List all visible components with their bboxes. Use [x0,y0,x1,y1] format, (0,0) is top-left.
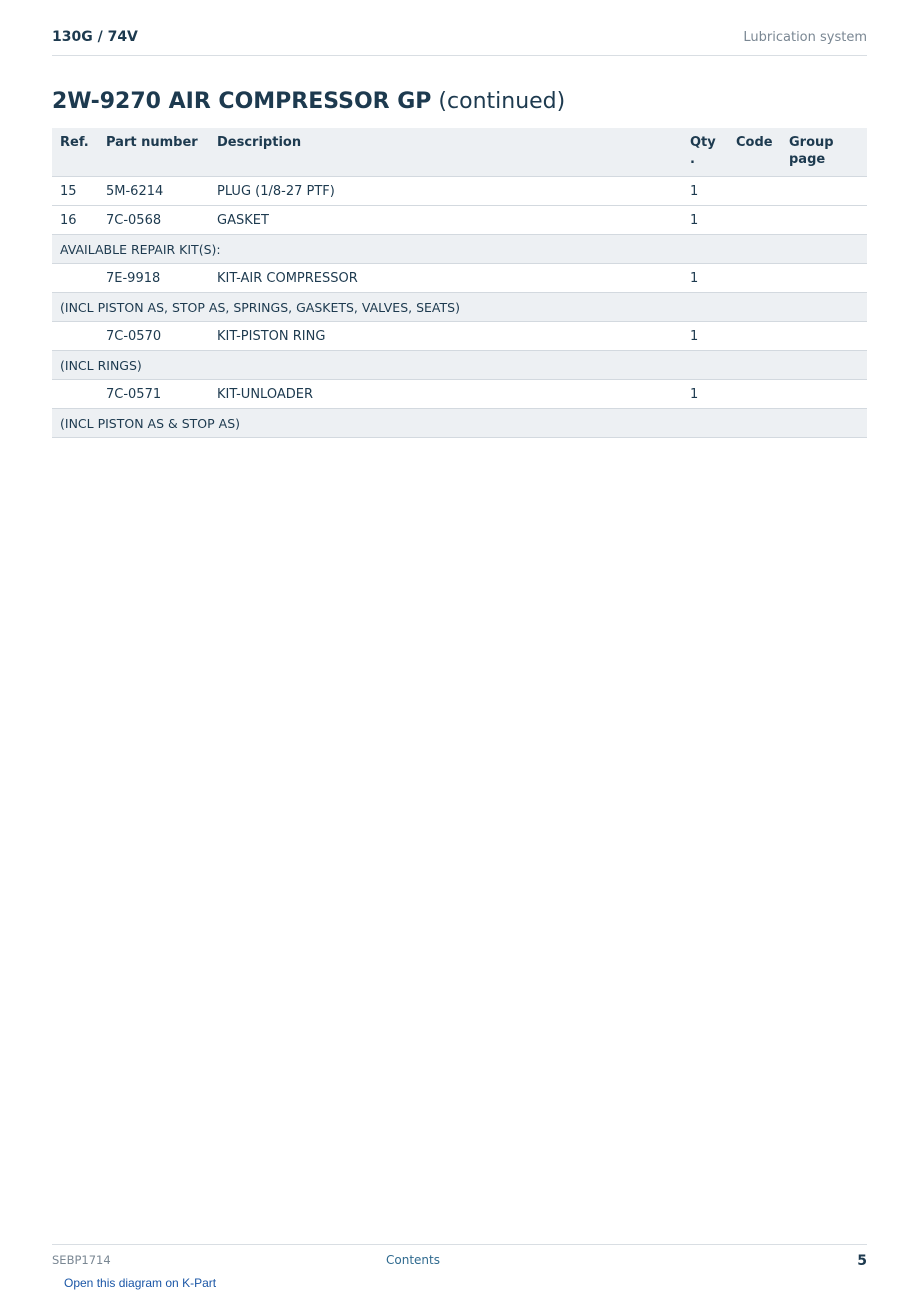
header-group-line2: page [789,152,826,167]
header-description: Description [209,128,682,177]
cell-description: GASKET [209,206,682,235]
table-row [52,177,867,206]
cell-code [728,264,781,293]
cell-description: KIT-PISTON RING [209,322,682,351]
cell-part-number: 7C-0568 [98,206,209,235]
cell-code [728,206,781,235]
footer-divider [52,1244,867,1245]
header-qty-line1: Qty [690,135,716,150]
title-suffix: (continued) [431,89,566,114]
header-group-line1: Group [789,135,834,150]
cell-code [728,177,781,206]
cell-ref [52,380,98,409]
cell-description: KIT-AIR COMPRESSOR [209,264,682,293]
note-text: (INCL PISTON AS, STOP AS, SPRINGS, GASKETS, VALVES, SEATS) [52,293,867,322]
cell-group-page [781,264,867,293]
note-text: (INCL PISTON AS & STOP AS) [52,409,867,438]
cell-code [728,380,781,409]
machine-model: 130G / 74V [52,29,138,45]
header-qty-line2: . [690,152,695,167]
note-text: AVAILABLE REPAIR KIT(S): [52,235,867,264]
table-row [52,206,867,235]
cell-code [728,322,781,351]
note-row [52,351,867,380]
header-part-number: Part number [98,128,209,177]
cell-qty: 1 [682,264,728,293]
cell-qty: 1 [682,177,728,206]
header-code: Code [728,128,781,177]
cell-qty: 1 [682,322,728,351]
document-id: SEBP1714 [52,1253,111,1267]
kpart-diagram-link[interactable]: Open this diagram on K-Part [64,1276,217,1290]
cell-group-page [781,322,867,351]
table-row [52,322,867,351]
note-row [52,293,867,322]
note-row [52,235,867,264]
cell-ref [52,322,98,351]
page-header [52,28,867,56]
cell-part-number: 7E-9918 [98,264,209,293]
header-group-page [781,128,867,177]
cell-group-page [781,177,867,206]
cell-qty: 1 [682,380,728,409]
cell-group-page [781,380,867,409]
table-row [52,380,867,409]
title-main: 2W-9270 AIR COMPRESSOR GP [52,89,432,114]
contents-link[interactable]: Contents [386,1253,440,1267]
cell-description: KIT-UNLOADER [209,380,682,409]
cell-qty: 1 [682,206,728,235]
cell-ref [52,264,98,293]
cell-part-number: 7C-0570 [98,322,209,351]
table-header-row [52,128,867,177]
header-ref: Ref. [52,128,98,177]
note-text: (INCL RINGS) [52,351,867,380]
cell-part-number: 5M-6214 [98,177,209,206]
cell-description: PLUG (1/8-27 PTF) [209,177,682,206]
cell-part-number: 7C-0571 [98,380,209,409]
note-row [52,409,867,438]
cell-ref: 15 [52,177,98,206]
header-qty [682,128,728,177]
section-name: Lubrication system [743,30,867,45]
page-number: 5 [857,1253,867,1269]
page-title [52,89,565,114]
table-row [52,264,867,293]
cell-ref: 16 [52,206,98,235]
parts-table [52,128,867,438]
cell-group-page [781,206,867,235]
